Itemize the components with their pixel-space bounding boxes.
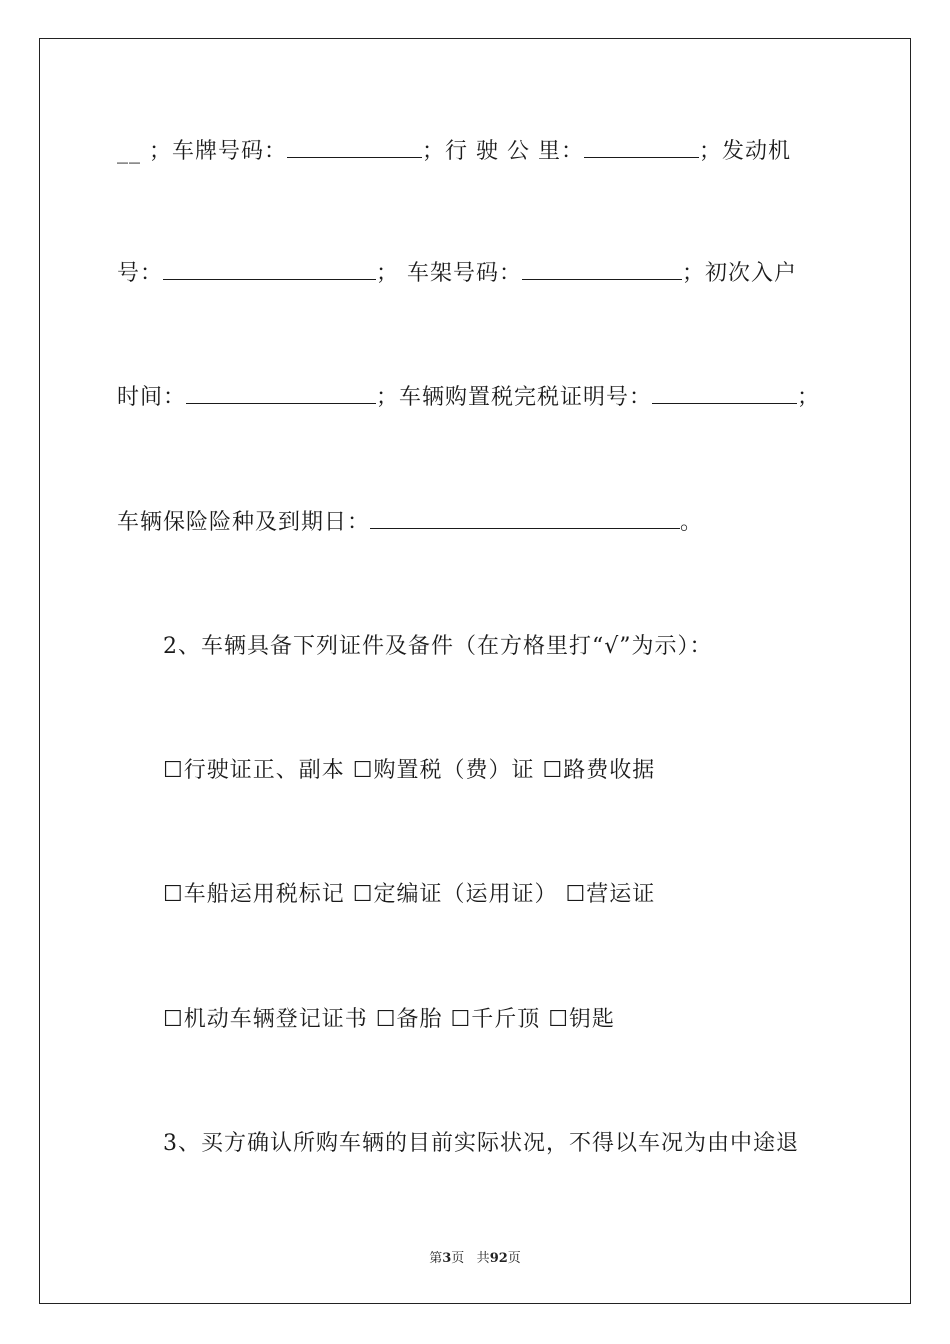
checklist-row: [163, 880, 655, 910]
line-text: ；行 驶 公 里：: [422, 139, 584, 164]
insurance-expiry-blank[interactable]: [370, 508, 680, 529]
current-page-number: 3: [442, 1251, 452, 1266]
line-text: 。: [680, 510, 704, 535]
checklist-item[interactable]: ☐钥匙: [548, 1007, 615, 1032]
footer-prefix: 第: [429, 1251, 443, 1266]
item-3-text: 3、买方确认所购车辆的目前实际状况，不得以车况为由中途退: [163, 1131, 799, 1156]
checklist-item[interactable]: ☐购置税（费）证: [352, 758, 535, 783]
line-text: 时间：: [117, 385, 187, 410]
line-text: ；车辆购置税完税证明号：: [376, 385, 653, 410]
page-frame: [39, 38, 911, 1304]
line-text: ； 车架号码：: [376, 261, 523, 286]
form-line-plate-mileage-engine: [117, 137, 791, 167]
checklist-item[interactable]: ☐路费收据: [542, 758, 656, 783]
line-text: __ ；车牌号码：: [117, 139, 287, 164]
total-page-count: 92: [489, 1251, 508, 1266]
registration-time-blank[interactable]: [186, 383, 376, 404]
checklist-item[interactable]: ☐行驶证正、副本: [163, 758, 345, 783]
line-text: 号：: [117, 261, 164, 286]
plate-number-blank[interactable]: [287, 137, 422, 158]
line-text: 车辆保险险种及到期日：: [117, 510, 371, 535]
checklist-item[interactable]: ☐千斤顶: [450, 1007, 541, 1032]
checklist-item[interactable]: ☐机动车辆登记证书: [163, 1007, 368, 1032]
line-text: ；: [797, 385, 821, 410]
footer-total-prefix: 共: [476, 1251, 490, 1266]
form-line-time-tax-certificate: [117, 383, 820, 413]
footer-total-unit: 页: [507, 1251, 521, 1266]
line-text: ；初次入户: [682, 261, 798, 286]
checklist-item[interactable]: ☐定编证（运用证）: [352, 882, 558, 907]
mileage-blank[interactable]: [584, 137, 699, 158]
form-line-insurance: [117, 508, 703, 538]
checklist-item[interactable]: ☐营运证: [565, 882, 656, 907]
form-line-engine-frame-registration: [117, 259, 797, 289]
checklist-item[interactable]: ☐车船运用税标记: [163, 882, 345, 907]
item-2-heading: 2、车辆具备下列证件及备件（在方格里打“√”为示）：: [163, 634, 713, 659]
checklist-item[interactable]: ☐备胎: [375, 1007, 443, 1032]
engine-number-blank[interactable]: [163, 259, 376, 280]
tax-certificate-blank[interactable]: [652, 383, 797, 404]
checklist-row: [163, 1005, 615, 1035]
frame-number-blank[interactable]: [522, 259, 682, 280]
checklist-row: [163, 756, 655, 786]
footer-page-unit: 页: [451, 1251, 465, 1266]
line-text: ；发动机: [698, 139, 791, 164]
page-footer: [0, 1247, 950, 1266]
